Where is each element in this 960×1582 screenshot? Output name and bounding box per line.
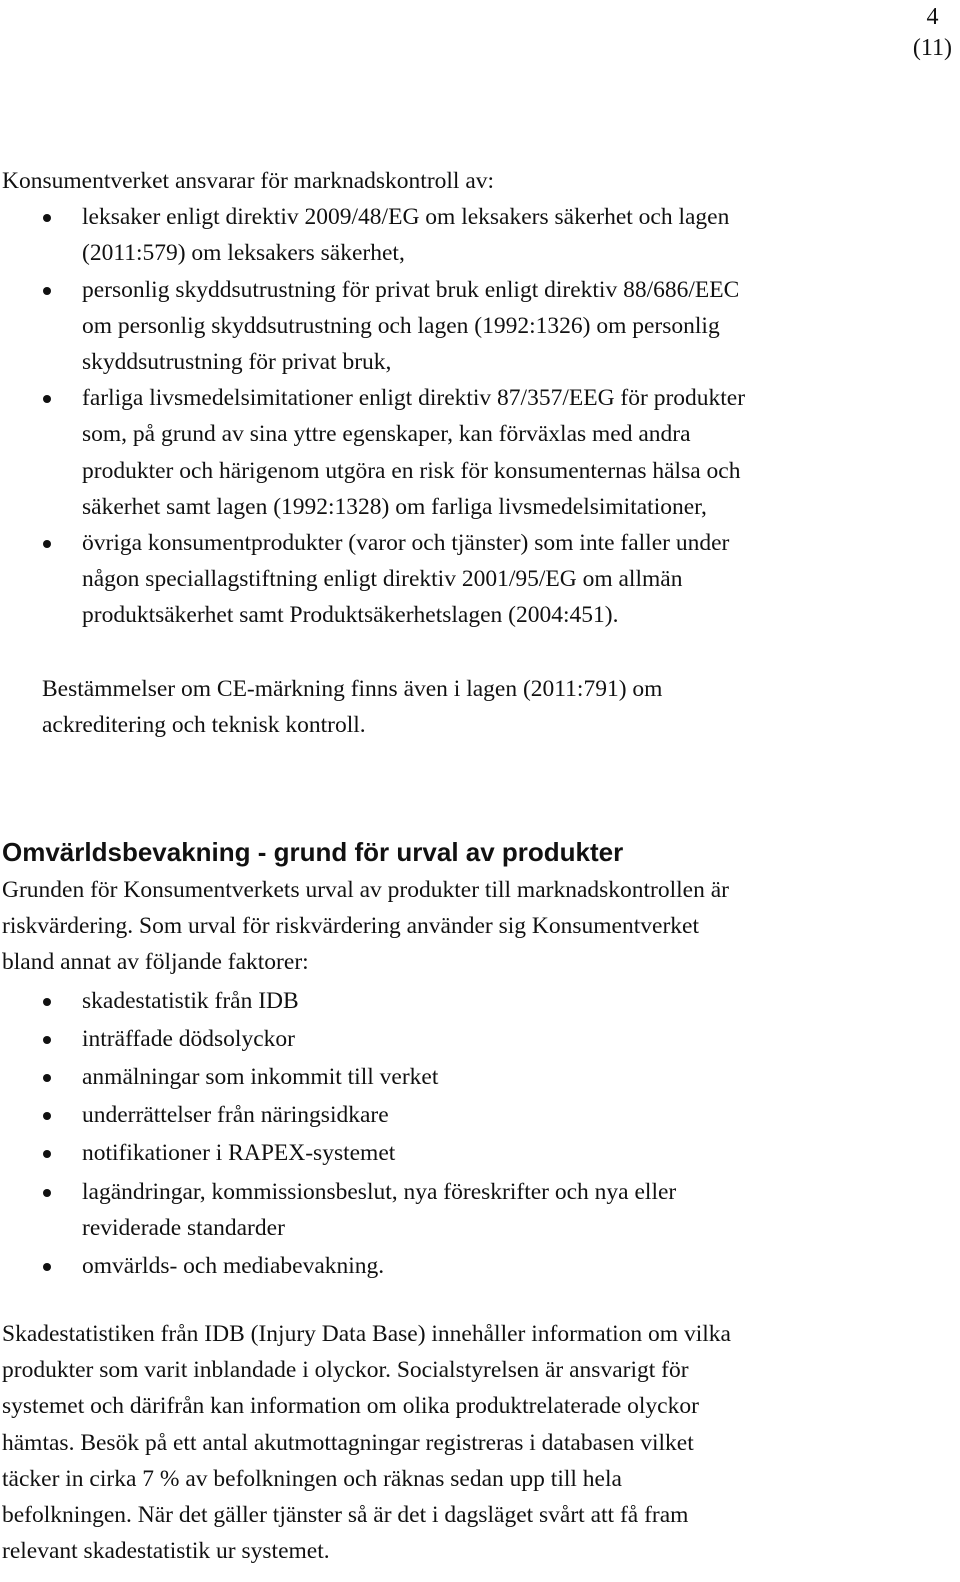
- list-item-line: leksaker enligt direktiv 2009/48/EG om leksakers säkerhet och lagen: [82, 204, 730, 231]
- list-item-line: farliga livsmedelsimitationer enligt direktiv 87/357/EEG för produkter: [82, 385, 746, 412]
- bullet-icon: [43, 1189, 51, 1197]
- paragraph-line: befolkningen. När det gäller tjänster så är det i dagsläget svårt att få fram: [2, 1502, 689, 1529]
- note-line: ackreditering och teknisk kontroll.: [42, 712, 366, 739]
- list-item-line: reviderade standarder: [82, 1214, 285, 1241]
- list-item: [2, 380, 952, 525]
- bullet-icon: [43, 1150, 51, 1158]
- list-item-line: (2011:579) om leksakers säkerhet,: [82, 240, 405, 267]
- section-1-list: [2, 199, 952, 633]
- list-item-line: personlig skyddsutrustning för privat bruk enligt direktiv 88/686/EEC: [82, 276, 740, 303]
- bullet-icon: [43, 1112, 51, 1120]
- section-heading: Omvärldsbevakning - grund för urval av produkter: [2, 837, 624, 867]
- list-item-line: inträffade dödsolyckor: [82, 1025, 295, 1052]
- bullet-icon: [43, 214, 51, 222]
- list-item: [2, 983, 952, 1019]
- factors-list: [2, 983, 952, 1285]
- paragraph-line: relevant skadestatistik ur systemet.: [2, 1538, 330, 1565]
- list-item: [2, 1248, 952, 1284]
- list-item: [2, 1021, 952, 1057]
- list-item: [2, 199, 952, 271]
- page-number-current: 4: [926, 4, 939, 30]
- list-item-line: som, på grund av sina yttre egenskaper, kan förväxlas med andra: [82, 421, 691, 448]
- bullet-icon: [43, 998, 51, 1006]
- intro-line: bland annat av följande faktorer:: [2, 949, 309, 976]
- bullet-icon: [43, 395, 51, 403]
- list-item-line: om personlig skyddsutrustning och lagen (1992:1326) om personlig: [82, 312, 720, 339]
- list-item: [2, 1135, 952, 1171]
- list-item: [2, 1097, 952, 1133]
- list-item: [2, 525, 952, 634]
- bullet-icon: [43, 1036, 51, 1044]
- intro-line: Grunden för Konsumentverkets urval av produkter till marknadskontrollen är: [2, 877, 729, 903]
- list-item-line: anmälningar som inkommit till verket: [82, 1064, 439, 1091]
- list-item-line: underrättelser från näringsidkare: [82, 1102, 389, 1129]
- bullet-icon: [43, 540, 51, 548]
- paragraph-line: täcker in cirka 7 % av befolkningen och räknas sedan upp till hela: [2, 1465, 622, 1492]
- section-1-intro: Konsumentverket ansvarar för marknadskontroll av:: [2, 168, 495, 194]
- intro-line: riskvärdering. Som urval för riskvärdering använder sig Konsumentverket: [2, 913, 699, 940]
- list-item: [2, 272, 952, 381]
- section-1: [2, 163, 952, 634]
- bullet-icon: [43, 1074, 51, 1082]
- list-item-line: lagändringar, kommissionsbeslut, nya föreskrifter och nya eller: [82, 1178, 677, 1205]
- bullet-icon: [43, 1263, 51, 1271]
- list-item-line: notifikationer i RAPEX-systemet: [82, 1140, 396, 1167]
- paragraph-line: systemet och därifrån kan information om olika produktrelaterade olyckor: [2, 1393, 699, 1420]
- section-2: [2, 872, 952, 1284]
- list-item-line: skadestatistik från IDB: [82, 987, 299, 1014]
- bullet-icon: [43, 287, 51, 295]
- paragraph-line: hämtas. Besök på ett antal akutmottagningar registreras i databasen vilket: [2, 1429, 694, 1456]
- paragraph-line: Skadestatistiken från IDB (Injury Data Base) innehåller information om vilka: [2, 1321, 731, 1347]
- list-item-line: produktsäkerhet samt Produktsäkerhetslagen (2004:451).: [82, 602, 619, 629]
- list-item-line: övriga konsumentprodukter (varor och tjänster) som inte faller under: [82, 530, 730, 557]
- list-item-line: någon speciallagstiftning enligt direktiv 2001/95/EG om allmän: [82, 566, 683, 593]
- idb-paragraph: [2, 1316, 952, 1569]
- ce-marking-note: [2, 671, 960, 743]
- list-item: [2, 1174, 952, 1246]
- list-item: [2, 1059, 952, 1095]
- note-line: Bestämmelser om CE-märkning finns även i lagen (2011:791) om: [42, 676, 663, 702]
- list-item-line: säkerhet samt lagen (1992:1328) om farliga livsmedelsimitationer,: [82, 493, 707, 520]
- list-item-line: produkter och härigenom utgöra en risk för konsumenternas hälsa och: [82, 457, 741, 484]
- list-item-line: skyddsutrustning för privat bruk,: [82, 349, 392, 376]
- list-item-line: omvärlds- och mediabevakning.: [82, 1253, 385, 1280]
- page-number: [913, 2, 952, 64]
- page-number-total: (11): [912, 35, 952, 61]
- paragraph-line: produkter som varit inblandade i olyckor. Socialstyrelsen är ansvarigt för: [2, 1357, 689, 1384]
